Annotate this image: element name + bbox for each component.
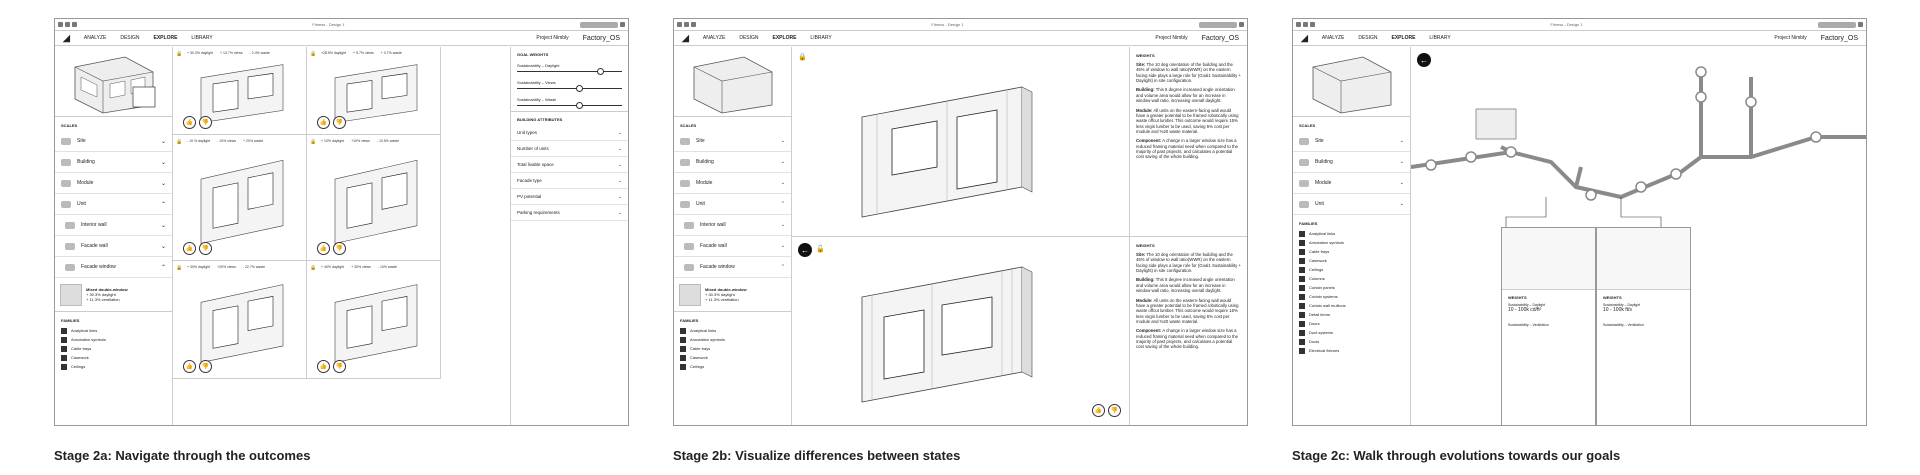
option-thumbnail <box>679 284 701 306</box>
family-label: Curtain wall mullions <box>1309 303 1346 308</box>
attr-label: PV potential <box>517 194 542 199</box>
lock-icon[interactable]: 🔒 <box>310 51 317 57</box>
insight-site: The 10 deg orientation of the building and the 45% of window to wall ratio(WWR) on the eastern facing side plays a large role for (Goal1 Sustainability + Daylight) in site configuration. <box>1136 62 1241 84</box>
window-title: Fitness - Design 1 <box>1550 22 1583 27</box>
goal-weights-heading: GOAL WEIGHTS <box>517 52 549 57</box>
family-label: Annotation symbols <box>1309 240 1344 245</box>
family-item[interactable] <box>55 335 172 344</box>
menu-icon[interactable] <box>58 22 63 27</box>
chevron-down-icon: ⌄ <box>160 243 166 250</box>
share-button[interactable] <box>1818 22 1856 28</box>
scale-building[interactable] <box>1293 152 1410 173</box>
outcome-daylight: - 10 % daylight <box>187 139 211 143</box>
account-icon[interactable] <box>1858 22 1863 27</box>
scale-site[interactable] <box>55 131 172 152</box>
card-value: 10 - 100k ft/s <box>1603 307 1632 313</box>
outcome-waste: - 2.4% waste <box>249 51 270 55</box>
chevron-down-icon: ⌄ <box>160 222 166 229</box>
family-item[interactable] <box>1293 274 1410 283</box>
building-attributes-heading: BUILDING ATTRIBUTES <box>511 111 628 125</box>
family-label: Casework <box>71 355 89 360</box>
family-label: Analytical links <box>690 328 717 333</box>
attr-facade-type[interactable] <box>511 173 628 189</box>
family-label: Casework <box>1309 258 1327 263</box>
window-title: Fitness - Design 1 <box>312 22 345 27</box>
scales-heading: SCALES <box>1299 123 1316 128</box>
model-thumbnail <box>674 47 791 117</box>
insight-module: All units on the eastern-facing wall would have a greater potential to be framed robotically using waste offcut lumber. This outcome would require 15% less virgin lumber to be used, saving 5% cost per module and %20 waste material. <box>1136 297 1239 324</box>
back-arrow-icon[interactable]: ← <box>798 243 812 257</box>
family-label: Duct systems <box>1309 330 1334 335</box>
chevron-down-icon: ⌄ <box>160 180 166 187</box>
model-thumbnail <box>55 47 172 117</box>
caption-2b: Stage 2b: Visualize differences between states <box>673 448 961 463</box>
thumbs-up-icon[interactable]: 👍 <box>317 116 330 129</box>
brand-selector[interactable]: Factory_OS <box>582 34 620 42</box>
family-label: Cable trays <box>1309 249 1330 254</box>
scales-heading: SCALES <box>680 123 697 128</box>
project-selector[interactable]: Project Nimbly <box>1155 35 1188 41</box>
chevron-down-icon: ⌄ <box>160 138 166 145</box>
attr-parking[interactable] <box>511 205 628 221</box>
chevron-up-icon: ⌃ <box>160 201 166 208</box>
project-selector[interactable]: Project Nimbly <box>1774 35 1807 41</box>
family-label: Cable trays <box>71 346 92 351</box>
thumbs-up-icon[interactable]: 👍 <box>317 242 330 255</box>
insights-panel-top <box>1129 47 1247 237</box>
slider-label: Sustainability – Daylight <box>517 63 560 68</box>
nav-design[interactable]: DESIGN <box>739 35 759 41</box>
scale-site[interactable] <box>674 131 791 152</box>
family-item[interactable] <box>55 344 172 353</box>
family-item[interactable] <box>1293 283 1410 292</box>
scale-label: Building <box>77 159 95 165</box>
compare-top <box>792 47 1131 237</box>
family-item[interactable] <box>1293 337 1410 346</box>
card-row-label: Sustainability – Daylight <box>1508 303 1546 307</box>
family-item[interactable] <box>674 344 791 353</box>
share-button[interactable] <box>1199 22 1237 28</box>
family-item[interactable] <box>1293 301 1410 310</box>
waste-slider[interactable] <box>517 105 622 106</box>
family-label: Cable trays <box>690 346 711 351</box>
insight-building: This 5 degree increased angle orientation and volume area would allow for an increase in window wall ratio, increasing overall daylight. <box>1136 87 1235 104</box>
scale-unit[interactable] <box>674 194 791 215</box>
lock-icon[interactable]: 🔒 <box>310 265 317 271</box>
family-label: Ducts <box>1309 339 1320 344</box>
family-item[interactable] <box>55 362 172 371</box>
card-row-label: Sustainability – Ventilation <box>1603 323 1644 327</box>
insight-label: Site: <box>1136 62 1146 67</box>
goal-panel <box>510 47 628 425</box>
families-heading: FAMILIES <box>680 318 699 323</box>
scale-label: Building <box>696 159 714 165</box>
family-label: Curtain systems <box>1309 294 1338 299</box>
outcome-views: + 30% views <box>351 265 371 269</box>
scale-label: Unit <box>1315 201 1324 207</box>
attr-label: Unit types <box>517 130 538 135</box>
chevron-down-icon: ⌄ <box>780 222 785 228</box>
stage-2b-frame <box>673 18 1248 426</box>
account-icon[interactable] <box>1239 22 1244 27</box>
nav-explore[interactable]: EXPLORE <box>153 35 178 41</box>
thumbs-down-icon[interactable]: 👎 <box>1108 404 1121 417</box>
evolution-card-2[interactable] <box>1596 227 1691 426</box>
thumbs-up-icon[interactable]: 👍 <box>183 242 196 255</box>
scales-panel <box>1293 47 1411 425</box>
family-label: Annotation symbols <box>71 337 106 342</box>
thumbs-down-icon[interactable]: 👎 <box>333 360 346 373</box>
insight-label: Component: <box>1136 138 1162 144</box>
nav-library[interactable]: LIBRARY <box>1429 35 1451 41</box>
card-row-label: Sustainability – Daylight <box>1603 303 1641 307</box>
insight-label: Module: <box>1136 297 1153 303</box>
family-item[interactable] <box>1293 328 1410 337</box>
card-model <box>1502 228 1595 290</box>
family-item[interactable] <box>1293 310 1410 319</box>
top-nav <box>1293 31 1866 46</box>
lock-icon[interactable]: 🔒 <box>176 139 183 145</box>
outcome-card[interactable] <box>307 261 441 379</box>
brand-selector[interactable]: Factory_OS <box>1201 34 1239 42</box>
insight-module: All units on the eastern-facing wall would have a greater potential to be framed robotically using waste offcut lumber. This outcome would require 15% less virgin lumber to be used, saving 5% cost per module and %20 waste material. <box>1136 107 1239 134</box>
thumbs-up-icon[interactable]: 👍 <box>183 360 196 373</box>
scale-building[interactable] <box>674 152 791 173</box>
attr-label: Parking requirements <box>517 210 560 215</box>
title-bar <box>55 19 628 31</box>
insights-heading: WEIGHTS <box>1136 53 1155 58</box>
option-stat: + 11.3% ventilation <box>86 297 120 302</box>
families-heading: FAMILIES <box>61 318 80 323</box>
outcome-card[interactable] <box>173 261 307 379</box>
share-button[interactable] <box>580 22 618 28</box>
family-label: Analytical links <box>71 328 98 333</box>
outcome-waste: + 20% waste <box>243 139 264 143</box>
scale-label: Interior wall <box>700 222 726 228</box>
family-label: Casework <box>690 355 708 360</box>
scale-facade-window[interactable] <box>674 257 791 278</box>
family-item[interactable] <box>1293 319 1410 328</box>
scale-interior-wall[interactable] <box>55 215 172 236</box>
family-item[interactable] <box>674 362 791 371</box>
stage-2c-frame <box>1292 18 1867 426</box>
stage-2a-frame <box>54 18 629 426</box>
scale-module[interactable] <box>1293 173 1410 194</box>
family-item[interactable] <box>1293 247 1410 256</box>
window-title: Fitness - Design 1 <box>931 22 964 27</box>
attr-livable-space[interactable] <box>511 157 628 173</box>
chevron-down-icon: ⌄ <box>1399 180 1404 186</box>
nav-explore[interactable]: EXPLORE <box>772 35 797 41</box>
family-label: Analytical links <box>1309 231 1336 236</box>
outcome-card[interactable] <box>307 135 441 261</box>
option-stat: + 11.3% ventilation <box>705 297 739 302</box>
insight-label: Component: <box>1136 328 1162 334</box>
outcome-grid <box>173 47 441 425</box>
family-label: Ceilings <box>690 364 705 369</box>
evolution-canvas <box>1411 47 1866 425</box>
save-icon[interactable] <box>1310 22 1315 27</box>
insight-label: Building: <box>1136 277 1155 283</box>
daylight-slider[interactable] <box>517 71 622 72</box>
thumbs-down-icon[interactable]: 👎 <box>199 116 212 129</box>
family-label: Annotation symbols <box>690 337 725 342</box>
file-icon[interactable] <box>65 22 70 27</box>
chevron-down-icon: ⌄ <box>780 159 785 165</box>
scale-facade-wall[interactable] <box>674 236 791 257</box>
family-item[interactable] <box>674 335 791 344</box>
scale-label: Facade window <box>700 264 735 270</box>
outcome-views: +20% views <box>217 265 236 269</box>
top-nav <box>55 31 628 46</box>
chevron-down-icon: ⌄ <box>1399 159 1404 165</box>
outcome-daylight: + 10% daylight <box>321 139 345 143</box>
chevron-down-icon: ⌄ <box>160 159 166 166</box>
chevron-down-icon: ⌄ <box>780 138 785 144</box>
scale-unit[interactable] <box>55 194 172 215</box>
card-row-label: Sustainability – Ventilation <box>1508 323 1549 327</box>
chevron-up-icon: ⌃ <box>780 264 785 270</box>
insight-building: This 5 degree increased angle orientation and volume area would allow for an increase in window wall ratio, increasing overall daylight. <box>1136 277 1235 294</box>
outcome-views: + 13.7% views <box>219 51 243 55</box>
family-item[interactable] <box>1293 265 1410 274</box>
attr-unit-types[interactable] <box>511 125 628 141</box>
nav-library[interactable]: LIBRARY <box>191 35 213 41</box>
outcome-views: + 5.7% views <box>353 51 374 55</box>
insight-label: Site: <box>1136 252 1146 257</box>
scale-building[interactable] <box>55 152 172 173</box>
family-item[interactable] <box>1293 238 1410 247</box>
nav-design[interactable]: DESIGN <box>120 35 140 41</box>
slider-label: Sustainability – Views <box>517 80 556 85</box>
outcome-card[interactable] <box>173 135 307 261</box>
family-label: Curtain panels <box>1309 285 1335 290</box>
card-model <box>1597 228 1690 290</box>
lock-icon[interactable]: 🔒 <box>798 54 807 61</box>
project-selector[interactable]: Project Nimbly <box>536 35 569 41</box>
chevron-down-icon: ⌄ <box>618 161 622 167</box>
chevron-down-icon: ⌄ <box>618 209 622 215</box>
insights-heading: WEIGHTS <box>1136 243 1155 248</box>
scale-label: Unit <box>696 201 705 207</box>
scale-module[interactable] <box>674 173 791 194</box>
caption-2c: Stage 2c: Walk through evolutions towards our goals <box>1292 448 1621 463</box>
save-icon[interactable] <box>72 22 77 27</box>
scale-unit[interactable] <box>1293 194 1410 215</box>
family-label: Doors <box>1309 321 1320 326</box>
views-slider[interactable] <box>517 88 622 89</box>
app-logo-icon: ◢ <box>682 32 689 43</box>
thumbs-down-icon[interactable]: 👎 <box>333 116 346 129</box>
evolution-card-1[interactable] <box>1501 227 1596 426</box>
nav-analyze[interactable]: ANALYZE <box>702 35 726 41</box>
card-heading: WEIGHTS <box>1508 295 1527 300</box>
option-stat: + 30.3% daylight <box>705 292 735 297</box>
families-heading: FAMILIES <box>1299 221 1318 226</box>
outcome-waste: - 10% waste <box>377 265 398 269</box>
option-title: Mixed double-window <box>86 287 128 292</box>
option-stat: + 30.3% daylight <box>86 292 116 297</box>
outcome-waste: - 22.7% waste <box>242 265 266 269</box>
attr-number-of-units[interactable] <box>511 141 628 157</box>
chevron-up-icon: ⌃ <box>160 264 166 271</box>
outcome-views: +10% views <box>351 139 370 143</box>
scale-label: Module <box>1315 180 1332 186</box>
attr-label: Number of units <box>517 146 549 151</box>
scale-label: Interior wall <box>81 222 107 228</box>
family-label: Detail items <box>1309 312 1330 317</box>
selected-option[interactable] <box>55 278 172 312</box>
unlock-icon[interactable]: 🔓 <box>816 246 825 253</box>
nav-design[interactable]: DESIGN <box>1358 35 1378 41</box>
family-item[interactable] <box>1293 229 1410 238</box>
scale-facade-wall[interactable] <box>55 236 172 257</box>
chevron-down-icon: ⌄ <box>618 129 622 135</box>
chevron-down-icon: ⌄ <box>618 145 622 151</box>
family-label: Columns <box>1309 276 1325 281</box>
title-bar <box>674 19 1247 31</box>
family-item[interactable] <box>1293 292 1410 301</box>
app-logo-icon: ◢ <box>63 32 70 43</box>
outcome-waste: + 0.7% waste <box>380 51 402 55</box>
scale-facade-window[interactable] <box>55 257 172 278</box>
chevron-down-icon: ⌄ <box>780 243 785 249</box>
scales-panel <box>55 47 173 425</box>
outcome-card[interactable] <box>173 47 307 135</box>
attr-pv-potential[interactable] <box>511 189 628 205</box>
scales-panel <box>674 47 792 425</box>
scale-label: Site <box>1315 138 1324 144</box>
family-item[interactable] <box>674 326 791 335</box>
menu-icon[interactable] <box>1296 22 1301 27</box>
scale-label: Facade window <box>81 264 116 270</box>
family-label: Ceilings <box>1309 267 1324 272</box>
chevron-down-icon: ⌄ <box>780 180 785 186</box>
thumbs-up-icon[interactable]: 👍 <box>317 360 330 373</box>
scale-label: Unit <box>77 201 86 207</box>
insight-site: The 10 deg orientation of the building and the 45% of window to wall ratio(WWR) on the eastern facing side plays a large role for (Goal1 Sustainability + Daylight) in site configuration. <box>1136 252 1241 274</box>
scale-module[interactable] <box>55 173 172 194</box>
outcome-daylight: + 40% daylight <box>321 265 345 269</box>
selected-option[interactable] <box>674 278 791 312</box>
save-icon[interactable] <box>691 22 696 27</box>
card-value: 10 - 100k cd/ft² <box>1508 307 1542 313</box>
wall-model-top <box>792 47 1131 237</box>
file-icon[interactable] <box>1303 22 1308 27</box>
nav-library[interactable]: LIBRARY <box>810 35 832 41</box>
scale-label: Building <box>1315 159 1333 165</box>
slider-label: Sustainability – Waste <box>517 97 557 102</box>
wall-model-bottom <box>792 237 1131 426</box>
option-thumbnail <box>60 284 82 306</box>
scale-label: Site <box>696 138 705 144</box>
menu-icon[interactable] <box>677 22 682 27</box>
title-bar <box>1293 19 1866 31</box>
outcome-waste: - 10.5% waste <box>376 139 400 143</box>
scale-label: Facade wall <box>700 243 727 249</box>
thumbs-up-icon[interactable]: 👍 <box>183 116 196 129</box>
chevron-down-icon: ⌄ <box>1399 201 1404 207</box>
family-item[interactable] <box>55 353 172 362</box>
lock-icon[interactable]: 🔒 <box>176 51 183 57</box>
chevron-down-icon: ⌄ <box>618 177 622 183</box>
outcome-daylight: + 30.3% daylight <box>187 51 213 55</box>
outcome-daylight: +28.5% daylight <box>321 51 347 55</box>
outcome-card[interactable] <box>307 47 441 135</box>
thumbs-up-icon[interactable]: 👍 <box>1092 404 1105 417</box>
family-item[interactable] <box>55 326 172 335</box>
nav-analyze[interactable]: ANALYZE <box>1321 35 1345 41</box>
outcome-daylight: + 30% daylight <box>187 265 211 269</box>
caption-2a: Stage 2a: Navigate through the outcomes <box>54 448 311 463</box>
brand-selector[interactable]: Factory_OS <box>1820 34 1858 42</box>
option-title: Mixed double-window <box>705 287 747 292</box>
chevron-down-icon: ⌄ <box>1399 138 1404 144</box>
top-nav <box>674 31 1247 46</box>
family-item[interactable] <box>1293 346 1410 355</box>
scale-label: Module <box>77 180 94 186</box>
scale-label: Facade wall <box>81 243 108 249</box>
back-arrow-icon[interactable]: ← <box>1417 53 1431 67</box>
scale-interior-wall[interactable] <box>674 215 791 236</box>
insight-component: A change in a larger window size has a reduced framing material need when compared to the majority of past projects, and calculates a potential cost saving of the whole building. <box>1136 328 1238 350</box>
nav-analyze[interactable]: ANALYZE <box>83 35 107 41</box>
attr-label: Total livable space <box>517 162 554 167</box>
card-heading: WEIGHTS <box>1603 295 1622 300</box>
scale-label: Module <box>696 180 713 186</box>
outcome-views: - 10% views <box>217 139 237 143</box>
insight-component: A change in a larger window size has a reduced framing material need when compared to the majority of past projects, and calculates a potential cost saving of the whole building. <box>1136 138 1238 160</box>
family-label: Ceilings <box>71 364 86 369</box>
family-item[interactable] <box>1293 256 1410 265</box>
lock-icon[interactable]: 🔒 <box>176 265 183 271</box>
thumbs-down-icon[interactable]: 👎 <box>199 242 212 255</box>
nav-explore[interactable]: EXPLORE <box>1391 35 1416 41</box>
scale-label: Site <box>77 138 86 144</box>
chevron-up-icon: ⌃ <box>780 201 785 207</box>
file-icon[interactable] <box>684 22 689 27</box>
thumbs-down-icon[interactable]: 👎 <box>333 242 346 255</box>
insight-label: Building: <box>1136 87 1155 93</box>
thumbs-down-icon[interactable]: 👎 <box>199 360 212 373</box>
lock-icon[interactable]: 🔒 <box>310 139 317 145</box>
app-logo-icon: ◢ <box>1301 32 1308 43</box>
attr-label: Facade type <box>517 178 542 183</box>
compare-bottom <box>792 237 1131 426</box>
family-item[interactable] <box>674 353 791 362</box>
insights-panel-bottom <box>1129 237 1247 426</box>
family-label: Electrical fixtures <box>1309 348 1340 353</box>
model-thumbnail <box>1293 47 1410 117</box>
scale-site[interactable] <box>1293 131 1410 152</box>
scales-heading: SCALES <box>61 123 78 128</box>
insight-label: Module: <box>1136 107 1153 113</box>
chevron-down-icon: ⌄ <box>618 193 622 199</box>
account-icon[interactable] <box>620 22 625 27</box>
